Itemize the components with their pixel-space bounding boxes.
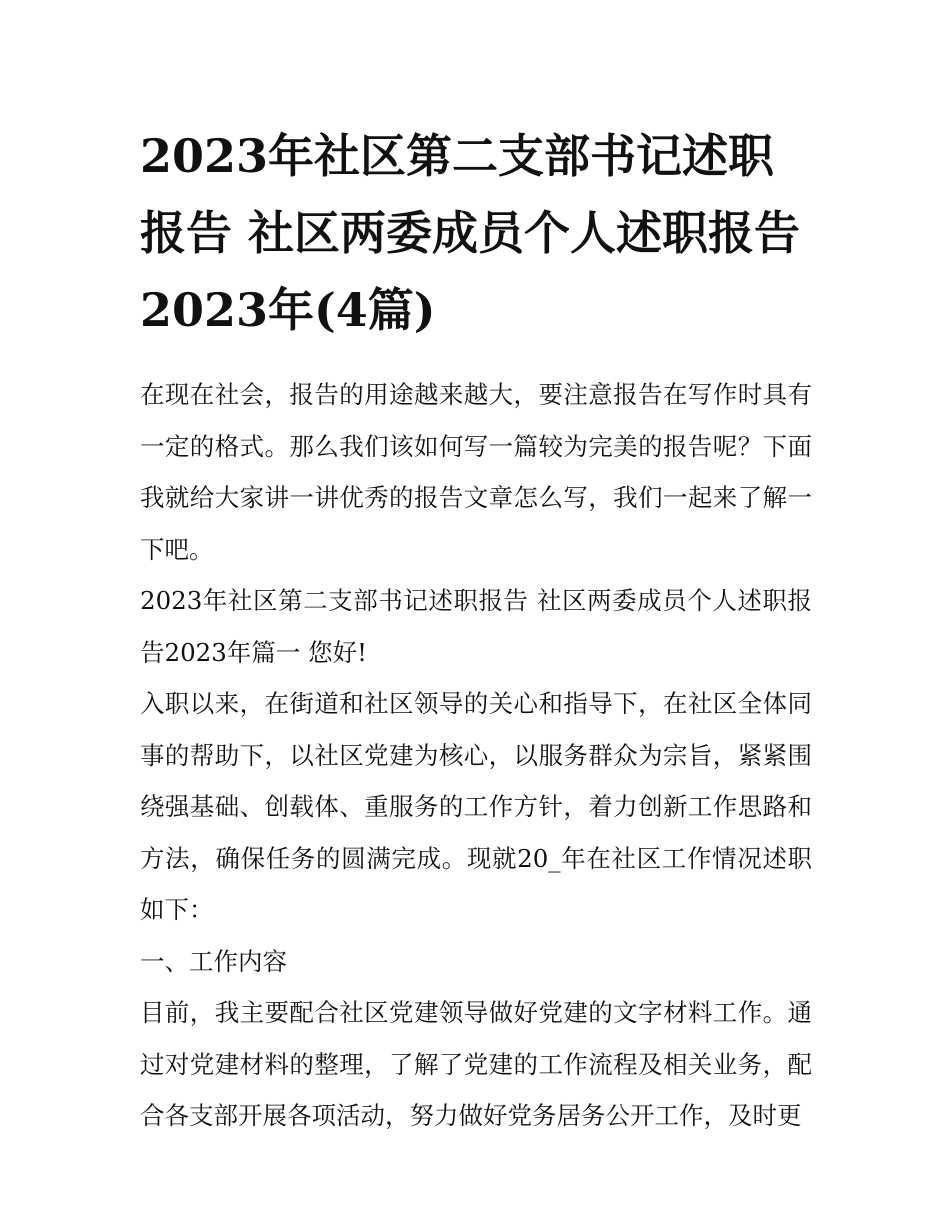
body-paragraph: 入职以来，在街道和社区领导的关心和指导下，在社区全体同事的帮助下，以社区党建为核心，以服务群众为宗旨，紧紧围绕强基础、创载体、重服务的工作方针，着力创新工作思路和方法，确保任务的圆满完成。现就20_年在社区工作情况述职如下： — [140, 689, 812, 924]
document-page — [140, 118, 812, 1142]
body-paragraph: 目前，我主要配合社区党建领导做好党建的文字材料工作。通过对党建材料的整理，了解了党建的工作流程及相关业务，配合各支部开展各项活动，努力做好党务居务公开工作，及时更 — [140, 998, 812, 1130]
subsection-heading: 一、工作内容 — [140, 946, 287, 976]
document-title: 2023年社区第二支部书记述职报告 社区两委成员个人述职报告2023年(4篇) — [140, 129, 801, 337]
intro-paragraph: 在现在社会，报告的用途越来越大，要注意报告在写作时具有一定的格式。那么我们该如何写一篇较为完美的报告呢？下面我就给大家讲一讲优秀的报告文章怎么写，我们一起来了解一下吧。 — [140, 380, 812, 564]
section-heading: 2023年社区第二支部书记述职报告 社区两委成员个人述职报告2023年篇一 您好! — [140, 586, 812, 667]
